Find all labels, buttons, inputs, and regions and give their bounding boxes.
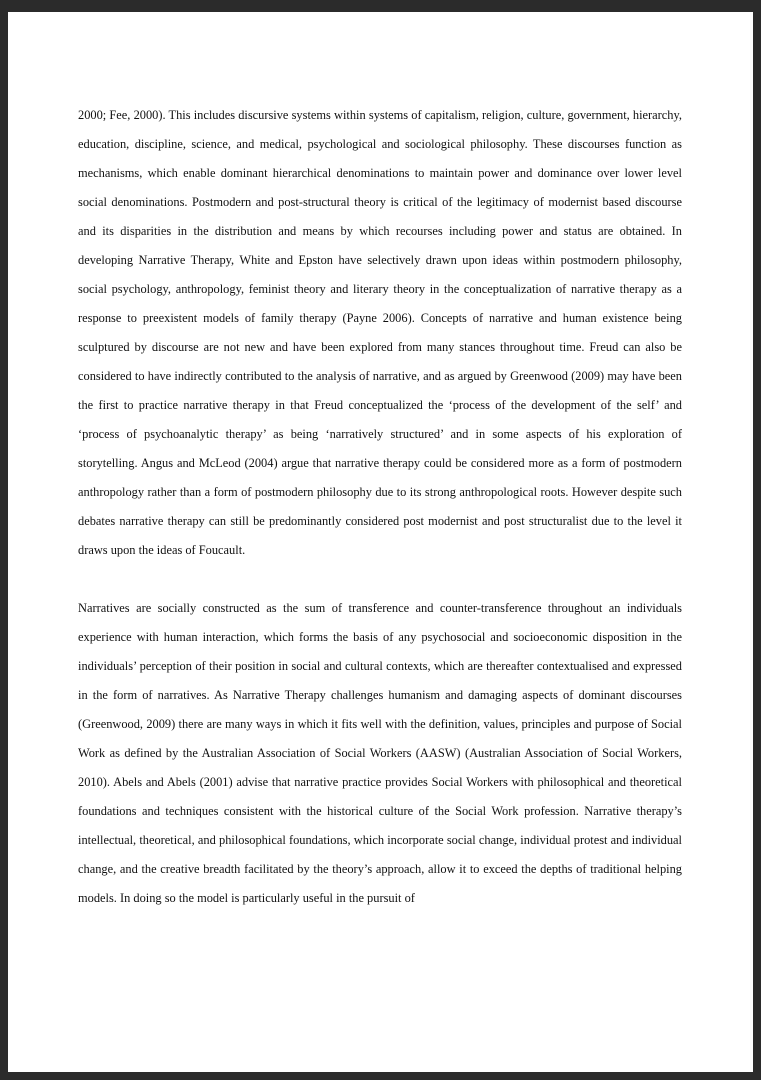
paragraph-2: Narratives are socially constructed as the sum of transference and counter-transference throughout an individuals experience with human interaction, which forms the basis of any psychosocial and socioeconomic disposition in the individuals’ perception of their position in social and cultural contexts, which are thereafter contextualised and expressed in the form of narratives. As Narrative Therapy challenges humanism and damaging aspects of dominant discourses (Greenwood, 2009) there are many ways in which it fits well with the definition, values, principles and purpose of Social Work as defined by the Australian Association of Social Workers (AASW) (Australian Association of Social Workers, 2010). Abels and Abels (2001) advise that narrative practice provides Social Workers with philosophical and theoretical foundations and techniques consistent with the historical culture of the Social Work profession. Narrative therapy’s intellectual, theoretical, and philosophical foundations, which incorporate social change, individual protest and individual change, and the creative breadth facilitated by the theory’s approach, allow it to exceed the depths of traditional helping models. In doing so the model is particularly useful in the pursuit of	[78, 601, 682, 905]
page-body	[78, 101, 682, 913]
paragraph-1: 2000; Fee, 2000). This includes discursive systems within systems of capitalism, religion, culture, government, hierarchy, education, discipline, science, and medical, psychological and sociological philosophy. These discourses function as mechanisms, which enable dominant hierarchical denominations to maintain power and dominance over lower level social denominations. Postmodern and post-structural theory is critical of the legitimacy of modernist based discourse and its disparities in the distribution and means by which recourses including power and status are obtained. In developing Narrative Therapy, White and Epston have selectively drawn upon ideas within postmodern philosophy, social psychology, anthropology, feminist theory and literary theory in the conceptualization of narrative therapy as a response to preexistent models of family therapy (Payne 2006). Concepts of narrative and human existence being sculptured by discourse are not new and have been explored from many stances throughout time. Freud can also be considered to have indirectly contributed to the analysis of narrative, and as argued by Greenwood (2009) may have been the first to practice narrative therapy in that Freud conceptualized the ‘process of the development of the self’ and ‘process of psychoanalytic therapy’ as being ‘narratively structured’ and in some aspects of his exploration of storytelling. Angus and McLeod (2004) argue that narrative therapy could be considered more as a form of postmodern anthropology rather than a form of postmodern philosophy due to its strong anthropological roots. However despite such debates narrative therapy can still be predominantly considered post modernist and post structuralist due to the level it draws upon the ideas of Foucault.	[78, 108, 682, 557]
document-page[interactable]	[8, 12, 753, 1072]
